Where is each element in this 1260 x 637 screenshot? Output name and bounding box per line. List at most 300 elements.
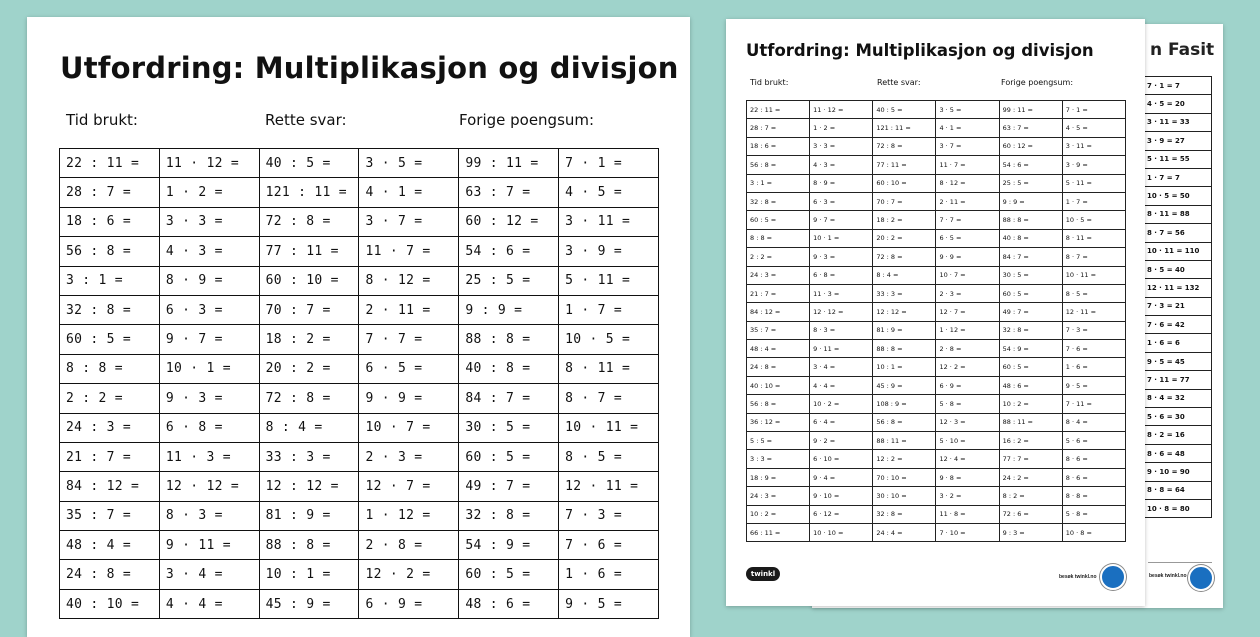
problem-cell: 40 : 8 = <box>999 229 1062 247</box>
problem-cell: 1 · 2 = <box>159 178 259 207</box>
problem-cell: 88 : 11 = <box>999 413 1062 431</box>
problem-cell: 8 : 8 = <box>60 354 160 383</box>
problem-cell: 24 : 8 = <box>60 560 160 589</box>
problem-cell: 70 : 7 = <box>259 295 359 324</box>
table-row <box>60 237 659 266</box>
problem-cell: 6 · 5 = <box>936 229 999 247</box>
table-row <box>747 505 1126 523</box>
table-row <box>60 413 659 442</box>
problem-cell: 24 : 4 = <box>873 523 936 541</box>
problem-cell: 10 : 2 = <box>747 505 810 523</box>
problem-table <box>59 148 659 619</box>
table-row <box>60 178 659 207</box>
problem-cell: 1 · 7 = <box>559 295 659 324</box>
problem-cell: 54 : 6 = <box>999 156 1062 174</box>
problem-cell: 5 · 8 = <box>936 395 999 413</box>
problem-cell: 21 : 7 = <box>747 284 810 302</box>
table-row <box>1144 408 1212 426</box>
problem-cell: 77 : 7 = <box>999 450 1062 468</box>
problem-cell: 18 : 2 = <box>259 325 359 354</box>
answer-cell: 10 · 11 = 110 <box>1144 242 1212 260</box>
problem-cell: 1 · 12 = <box>359 501 459 530</box>
problem-cell: 9 · 10 = <box>810 487 873 505</box>
problem-cell: 108 : 9 = <box>873 395 936 413</box>
problem-cell: 10 · 7 = <box>359 413 459 442</box>
table-row <box>1144 316 1212 334</box>
problem-cell: 60 : 5 = <box>747 211 810 229</box>
problem-cell: 45 : 9 = <box>259 589 359 618</box>
problem-cell: 7 · 3 = <box>559 501 659 530</box>
problem-cell: 25 : 5 = <box>459 266 559 295</box>
problem-cell: 84 : 12 = <box>60 472 160 501</box>
problem-cell: 72 : 8 = <box>873 137 936 155</box>
table-row <box>747 192 1126 210</box>
problem-cell: 24 : 2 = <box>999 468 1062 486</box>
problem-cell: 40 : 5 = <box>873 101 936 119</box>
problem-cell: 3 · 11 = <box>559 207 659 236</box>
problem-cell: 11 · 7 = <box>936 156 999 174</box>
problem-cell: 56 : 8 = <box>873 413 936 431</box>
problem-cell: 49 : 7 = <box>999 303 1062 321</box>
problem-cell: 20 : 2 = <box>259 354 359 383</box>
problem-cell: 36 : 12 = <box>747 413 810 431</box>
problem-cell: 9 · 3 = <box>810 248 873 266</box>
problem-cell: 70 : 10 = <box>873 468 936 486</box>
problem-cell: 12 : 2 = <box>873 450 936 468</box>
problem-cell: 10 · 1 = <box>810 229 873 247</box>
problem-cell: 60 : 10 = <box>873 174 936 192</box>
problem-cell: 7 · 1 = <box>1062 101 1125 119</box>
problem-cell: 4 · 4 = <box>159 589 259 618</box>
table-row <box>1144 242 1212 260</box>
table-row <box>747 523 1126 541</box>
answer-sheet-title: n Fasit <box>1150 40 1215 60</box>
table-row <box>747 376 1126 394</box>
problem-cell: 77 : 11 = <box>259 237 359 266</box>
problem-cell: 12 · 7 = <box>359 472 459 501</box>
footer-url: besøk twinkl.no <box>1059 574 1097 580</box>
problem-cell: 72 : 8 = <box>259 384 359 413</box>
problem-cell: 9 · 3 = <box>159 384 259 413</box>
problem-cell: 3 · 3 = <box>159 207 259 236</box>
problem-cell: 7 · 3 = <box>1062 321 1125 339</box>
problem-cell: 6 · 9 = <box>936 376 999 394</box>
problem-cell: 2 : 2 = <box>60 384 160 413</box>
problem-cell: 60 : 12 = <box>999 137 1062 155</box>
problem-cell: 1 · 6 = <box>1062 358 1125 376</box>
answer-cell: 8 · 4 = 32 <box>1144 389 1212 407</box>
table-row <box>1144 95 1212 113</box>
problem-cell: 8 · 11 = <box>559 354 659 383</box>
problem-cell: 35 : 7 = <box>60 501 160 530</box>
problem-cell: 40 : 10 = <box>60 589 160 618</box>
problem-cell: 33 : 3 = <box>259 442 359 471</box>
answer-cell: 8 · 7 = 56 <box>1144 224 1212 242</box>
answer-cell: 8 · 2 = 16 <box>1144 426 1212 444</box>
problem-cell: 6 · 5 = <box>359 354 459 383</box>
problem-cell: 8 · 12 = <box>359 266 459 295</box>
table-row <box>60 560 659 589</box>
table-row <box>747 248 1126 266</box>
problem-cell: 40 : 8 = <box>459 354 559 383</box>
problem-cell: 6 · 8 = <box>159 413 259 442</box>
table-row <box>747 358 1126 376</box>
table-row <box>747 174 1126 192</box>
answer-cell: 10 · 5 = 50 <box>1144 187 1212 205</box>
field-correct-answers: Rette svar: <box>877 78 921 87</box>
problem-cell: 9 · 7 = <box>810 211 873 229</box>
problem-cell: 8 · 4 = <box>1062 413 1125 431</box>
table-row <box>1144 260 1212 278</box>
problem-cell: 4 · 5 = <box>1062 119 1125 137</box>
problem-cell: 84 : 12 = <box>747 303 810 321</box>
table-row <box>1144 205 1212 223</box>
table-row <box>1144 352 1212 370</box>
problem-cell: 11 · 8 = <box>936 505 999 523</box>
problem-cell: 8 · 6 = <box>1062 468 1125 486</box>
problem-cell: 21 : 7 = <box>60 442 160 471</box>
table-row <box>60 149 659 178</box>
problem-cell: 1 · 7 = <box>1062 192 1125 210</box>
table-row <box>1144 334 1212 352</box>
problem-cell: 18 : 6 = <box>60 207 160 236</box>
problem-cell: 9 · 2 = <box>810 432 873 450</box>
problem-cell: 4 · 1 = <box>359 178 459 207</box>
problem-cell: 9 · 8 = <box>936 468 999 486</box>
problem-cell: 54 : 9 = <box>459 531 559 560</box>
table-row <box>747 211 1126 229</box>
table-row <box>1144 481 1212 499</box>
table-row <box>1144 426 1212 444</box>
problem-cell: 6 · 10 = <box>810 450 873 468</box>
problem-cell: 63 : 7 = <box>459 178 559 207</box>
problem-cell: 1 · 12 = <box>936 321 999 339</box>
problem-cell: 6 · 9 = <box>359 589 459 618</box>
table-row <box>747 321 1126 339</box>
problem-cell: 81 : 9 = <box>873 321 936 339</box>
problem-cell: 5 : 5 = <box>747 432 810 450</box>
table-row <box>1144 499 1212 517</box>
footer-divider <box>1148 562 1212 563</box>
problem-cell: 6 · 3 = <box>810 192 873 210</box>
problem-cell: 22 : 11 = <box>747 101 810 119</box>
table-row <box>60 472 659 501</box>
problem-cell: 18 : 9 = <box>747 468 810 486</box>
problem-cell: 11 · 3 = <box>810 284 873 302</box>
table-row <box>747 303 1126 321</box>
problem-cell: 7 · 10 = <box>936 523 999 541</box>
problem-cell: 88 : 8 = <box>259 531 359 560</box>
answer-cell: 10 · 8 = 80 <box>1144 499 1212 517</box>
problem-cell: 88 : 8 = <box>459 325 559 354</box>
problem-cell: 8 · 3 = <box>810 321 873 339</box>
table-row <box>747 340 1126 358</box>
problem-cell: 60 : 5 = <box>999 284 1062 302</box>
problem-cell: 7 · 7 = <box>359 325 459 354</box>
answer-cell: 1 · 7 = 7 <box>1144 168 1212 186</box>
problem-cell: 5 · 11 = <box>559 266 659 295</box>
problem-cell: 2 · 8 = <box>359 531 459 560</box>
problem-cell: 8 · 7 = <box>1062 248 1125 266</box>
footer-url: besøk twinkl.no <box>1149 573 1187 579</box>
problem-cell: 8 · 7 = <box>559 384 659 413</box>
problem-cell: 8 : 4 = <box>259 413 359 442</box>
answer-cell: 9 · 10 = 90 <box>1144 463 1212 481</box>
problem-cell: 8 · 5 = <box>559 442 659 471</box>
problem-cell: 70 : 7 = <box>873 192 936 210</box>
problem-cell: 7 · 6 = <box>1062 340 1125 358</box>
problem-cell: 1 · 6 = <box>559 560 659 589</box>
problem-cell: 9 · 9 = <box>359 384 459 413</box>
problem-cell: 121 : 11 = <box>259 178 359 207</box>
answer-cell: 4 · 5 = 20 <box>1144 95 1212 113</box>
problem-cell: 24 : 3 = <box>60 413 160 442</box>
problem-cell: 8 · 9 = <box>159 266 259 295</box>
problem-cell: 3 · 3 = <box>810 137 873 155</box>
table-row <box>747 395 1126 413</box>
problem-cell: 9 · 11 = <box>159 531 259 560</box>
problem-cell: 24 : 3 = <box>747 266 810 284</box>
problem-cell: 88 : 8 = <box>999 211 1062 229</box>
table-row <box>747 137 1126 155</box>
page-title: Utfordring: Multiplikasjon og divisjon <box>60 51 679 85</box>
problem-cell: 7 · 1 = <box>559 149 659 178</box>
problem-cell: 4 · 5 = <box>559 178 659 207</box>
problem-cell: 3 · 4 = <box>810 358 873 376</box>
table-row <box>60 589 659 618</box>
problem-cell: 9 : 3 = <box>999 523 1062 541</box>
problem-cell: 88 : 8 = <box>873 340 936 358</box>
problem-cell: 3 · 2 = <box>936 487 999 505</box>
problem-cell: 7 · 6 = <box>559 531 659 560</box>
problem-cell: 88 : 11 = <box>873 432 936 450</box>
table-row <box>1144 463 1212 481</box>
problem-cell: 9 : 9 = <box>459 295 559 324</box>
problem-cell: 8 · 11 = <box>1062 229 1125 247</box>
answer-cell: 1 · 6 = 6 <box>1144 334 1212 352</box>
problem-cell: 63 : 7 = <box>999 119 1062 137</box>
problem-cell: 6 · 3 = <box>159 295 259 324</box>
problem-cell: 72 : 6 = <box>999 505 1062 523</box>
table-row <box>60 325 659 354</box>
table-row <box>1144 389 1212 407</box>
problem-cell: 25 : 5 = <box>999 174 1062 192</box>
worksheet-preview-small <box>726 19 1145 606</box>
table-row <box>1144 113 1212 131</box>
answer-cell: 8 · 5 = 40 <box>1144 260 1212 278</box>
problem-cell: 32 : 8 = <box>747 192 810 210</box>
problem-cell: 10 · 2 = <box>810 395 873 413</box>
problem-cell: 4 · 3 = <box>810 156 873 174</box>
quality-seal-icon <box>1188 565 1214 591</box>
answer-cell: 5 · 6 = 30 <box>1144 408 1212 426</box>
small-sheet-title: Utfordring: Multiplikasjon og divisjon <box>746 41 1094 60</box>
problem-cell: 84 : 7 = <box>459 384 559 413</box>
problem-cell: 121 : 11 = <box>873 119 936 137</box>
problem-cell: 10 : 1 = <box>873 358 936 376</box>
problem-cell: 11 · 7 = <box>359 237 459 266</box>
table-row <box>1144 132 1212 150</box>
quality-seal-icon <box>1100 564 1126 590</box>
problem-cell: 3 : 1 = <box>60 266 160 295</box>
problem-cell: 12 · 3 = <box>936 413 999 431</box>
problem-cell: 56 : 8 = <box>747 156 810 174</box>
problem-cell: 3 · 9 = <box>559 237 659 266</box>
problem-cell: 12 · 11 = <box>559 472 659 501</box>
table-row <box>747 432 1126 450</box>
problem-cell: 3 · 4 = <box>159 560 259 589</box>
problem-cell: 4 · 1 = <box>936 119 999 137</box>
answer-cell: 7 · 6 = 42 <box>1144 316 1212 334</box>
problem-cell: 99 : 11 = <box>459 149 559 178</box>
problem-cell: 48 : 4 = <box>60 531 160 560</box>
problem-cell: 81 : 9 = <box>259 501 359 530</box>
problem-cell: 12 · 2 = <box>936 358 999 376</box>
problem-cell: 40 : 5 = <box>259 149 359 178</box>
problem-cell: 3 · 11 = <box>1062 137 1125 155</box>
problem-cell: 12 · 2 = <box>359 560 459 589</box>
problem-cell: 32 : 8 = <box>459 501 559 530</box>
answer-cell: 3 · 11 = 33 <box>1144 113 1212 131</box>
problem-cell: 2 · 3 = <box>359 442 459 471</box>
problem-cell: 66 : 11 = <box>747 523 810 541</box>
problem-cell: 60 : 12 = <box>459 207 559 236</box>
answer-cell: 9 · 5 = 45 <box>1144 352 1212 370</box>
answer-cell: 3 · 9 = 27 <box>1144 132 1212 150</box>
table-row <box>747 156 1126 174</box>
problem-cell: 72 : 8 = <box>259 207 359 236</box>
problem-cell: 48 : 4 = <box>747 340 810 358</box>
problem-cell: 8 · 9 = <box>810 174 873 192</box>
answer-cell: 8 · 8 = 64 <box>1144 481 1212 499</box>
worksheet-main <box>27 17 690 637</box>
problem-cell: 60 : 5 = <box>60 325 160 354</box>
problem-cell: 24 : 3 = <box>747 487 810 505</box>
problem-cell: 8 · 8 = <box>1062 487 1125 505</box>
answer-cell: 7 · 3 = 21 <box>1144 297 1212 315</box>
problem-cell: 5 · 10 = <box>936 432 999 450</box>
problem-cell: 6 · 12 = <box>810 505 873 523</box>
problem-cell: 2 : 2 = <box>747 248 810 266</box>
answer-cell: 8 · 6 = 48 <box>1144 444 1212 462</box>
problem-cell: 10 · 10 = <box>810 523 873 541</box>
table-row <box>1144 279 1212 297</box>
problem-cell: 54 : 9 = <box>999 340 1062 358</box>
table-row <box>747 119 1126 137</box>
problem-cell: 3 · 5 = <box>359 149 459 178</box>
problem-cell: 3 : 3 = <box>747 450 810 468</box>
problem-cell: 6 · 4 = <box>810 413 873 431</box>
problem-cell: 28 : 7 = <box>60 178 160 207</box>
field-time-used: Tid brukt: <box>66 111 138 129</box>
table-row <box>60 295 659 324</box>
problem-cell: 4 · 4 = <box>810 376 873 394</box>
problem-cell: 10 : 1 = <box>259 560 359 589</box>
problem-cell: 10 : 2 = <box>999 395 1062 413</box>
table-row <box>60 207 659 236</box>
problem-cell: 45 : 9 = <box>873 376 936 394</box>
problem-cell: 40 : 10 = <box>747 376 810 394</box>
problem-cell: 32 : 8 = <box>60 295 160 324</box>
table-row <box>747 101 1126 119</box>
problem-cell: 12 · 12 = <box>159 472 259 501</box>
problem-cell: 10 · 5 = <box>559 325 659 354</box>
problem-cell: 2 · 8 = <box>936 340 999 358</box>
answer-cell: 5 · 11 = 55 <box>1144 150 1212 168</box>
problem-cell: 2 · 3 = <box>936 284 999 302</box>
problem-cell: 8 : 8 = <box>747 229 810 247</box>
problem-cell: 2 · 11 = <box>359 295 459 324</box>
table-row <box>60 384 659 413</box>
problem-cell: 30 : 10 = <box>873 487 936 505</box>
twinkl-logo: twinkl <box>746 567 780 581</box>
problem-cell: 8 · 12 = <box>936 174 999 192</box>
problem-cell: 9 · 4 = <box>810 468 873 486</box>
problem-cell: 8 : 2 = <box>999 487 1062 505</box>
problem-cell: 3 · 7 = <box>936 137 999 155</box>
table-row <box>747 450 1126 468</box>
problem-cell: 16 : 2 = <box>999 432 1062 450</box>
field-correct-answers: Rette svar: <box>265 111 347 129</box>
problem-cell: 60 : 5 = <box>999 358 1062 376</box>
problem-cell: 60 : 5 = <box>459 442 559 471</box>
problem-cell: 48 : 6 = <box>999 376 1062 394</box>
table-row <box>1144 187 1212 205</box>
problem-cell: 3 · 5 = <box>936 101 999 119</box>
problem-cell: 8 · 6 = <box>1062 450 1125 468</box>
problem-cell: 18 : 6 = <box>747 137 810 155</box>
answer-cell: 7 · 1 = 7 <box>1144 77 1212 95</box>
answer-cell: 8 · 11 = 88 <box>1144 205 1212 223</box>
problem-cell: 33 : 3 = <box>873 284 936 302</box>
problem-cell: 5 · 11 = <box>1062 174 1125 192</box>
problem-cell: 9 · 5 = <box>559 589 659 618</box>
problem-cell: 5 · 6 = <box>1062 432 1125 450</box>
problem-cell: 10 · 1 = <box>159 354 259 383</box>
field-previous-score: Forige poengsum: <box>1001 78 1074 87</box>
table-row <box>747 468 1126 486</box>
table-row <box>1144 297 1212 315</box>
table-row <box>747 487 1126 505</box>
table-row <box>60 266 659 295</box>
problem-cell: 11 · 3 = <box>159 442 259 471</box>
problem-cell: 12 · 12 = <box>810 303 873 321</box>
problem-cell: 35 : 7 = <box>747 321 810 339</box>
table-row <box>1144 371 1212 389</box>
problem-cell: 7 · 11 = <box>1062 395 1125 413</box>
problem-cell: 8 · 3 = <box>159 501 259 530</box>
problem-cell: 9 · 7 = <box>159 325 259 354</box>
problem-cell: 8 · 5 = <box>1062 284 1125 302</box>
problem-cell: 3 · 9 = <box>1062 156 1125 174</box>
answer-cell: 12 · 11 = 132 <box>1144 279 1212 297</box>
table-row <box>60 442 659 471</box>
problem-cell: 3 : 1 = <box>747 174 810 192</box>
table-row <box>1144 444 1212 462</box>
problem-cell: 72 : 8 = <box>873 248 936 266</box>
problem-cell: 12 · 11 = <box>1062 303 1125 321</box>
problem-cell: 10 · 5 = <box>1062 211 1125 229</box>
problem-cell: 9 : 9 = <box>999 192 1062 210</box>
problem-cell: 60 : 10 = <box>259 266 359 295</box>
problem-cell: 10 · 7 = <box>936 266 999 284</box>
problem-cell: 56 : 8 = <box>747 395 810 413</box>
problem-cell: 99 : 11 = <box>999 101 1062 119</box>
table-row <box>60 354 659 383</box>
problem-cell: 22 : 11 = <box>60 149 160 178</box>
table-row <box>747 229 1126 247</box>
table-row <box>1144 224 1212 242</box>
